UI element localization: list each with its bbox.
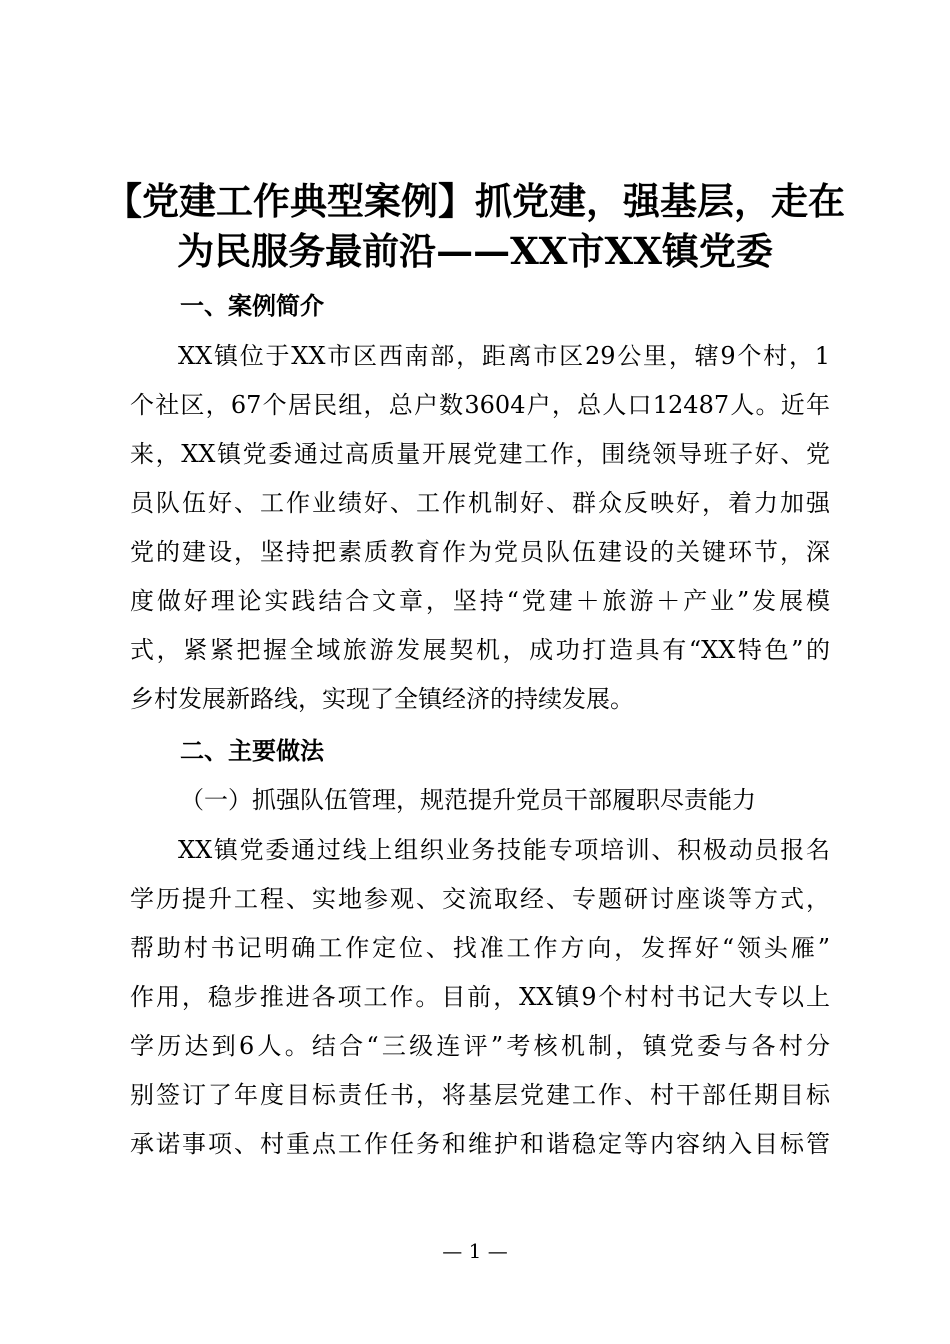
document-title-line-2: 为民服务最前沿——XX市XX镇党委 bbox=[177, 229, 773, 273]
paragraph-line: 员队伍好、工作业绩好、工作机制好、群众反映好，着力加强 bbox=[130, 489, 830, 517]
paragraph-line: 帮助村书记明确工作定位、找准工作方向，发挥好“领头雁” bbox=[130, 934, 830, 962]
paragraph-line: 乡村发展新路线，实现了全镇经济的持续发展。 bbox=[130, 685, 634, 713]
subsection-heading: （一）抓强队伍管理，规范提升党员干部履职尽责能力 bbox=[180, 786, 756, 814]
paragraph-line: XX镇党委通过线上组织业务技能专项培训、积极动员报名 bbox=[178, 836, 830, 864]
paragraph-line: 来，XX镇党委通过高质量开展党建工作，围绕领导班子好、党 bbox=[130, 440, 830, 468]
page-number: — 1 — bbox=[442, 1239, 508, 1263]
paragraph-line: 学历达到6人。结合“三级连评”考核机制，镇党委与各村分 bbox=[130, 1032, 830, 1060]
document-title-line-1: 【党建工作典型案例】抓党建，强基层，走在 bbox=[105, 179, 845, 223]
paragraph-line: XX镇位于XX市区西南部，距离市区29公里，辖9个村，1 bbox=[178, 342, 830, 370]
paragraph-line: 学历提升工程、实地参观、交流取经、专题研讨座谈等方式， bbox=[130, 885, 830, 913]
section-heading-main-practices: 二、主要做法 bbox=[180, 737, 324, 765]
paragraph-line: 个社区，67个居民组，总户数3604户，总人口12487人。近年 bbox=[130, 391, 830, 419]
section-heading-case-intro: 一、案例简介 bbox=[180, 292, 324, 320]
paragraph-line: 党的建设，坚持把素质教育作为党员队伍建设的关键环节，深 bbox=[130, 538, 830, 566]
paragraph-line: 式，紧紧把握全域旅游发展契机，成功打造具有“XX特色”的 bbox=[130, 636, 830, 664]
paragraph-line: 度做好理论实践结合文章，坚持“党建＋旅游＋产业”发展模 bbox=[130, 587, 830, 615]
paragraph-line: 承诺事项、村重点工作任务和维护和谐稳定等内容纳入目标管 bbox=[130, 1130, 830, 1158]
paragraph-line: 别签订了年度目标责任书，将基层党建工作、村干部任期目标 bbox=[130, 1081, 830, 1109]
paragraph-line: 作用，稳步推进各项工作。目前，XX镇9个村村书记大专以上 bbox=[130, 983, 830, 1011]
